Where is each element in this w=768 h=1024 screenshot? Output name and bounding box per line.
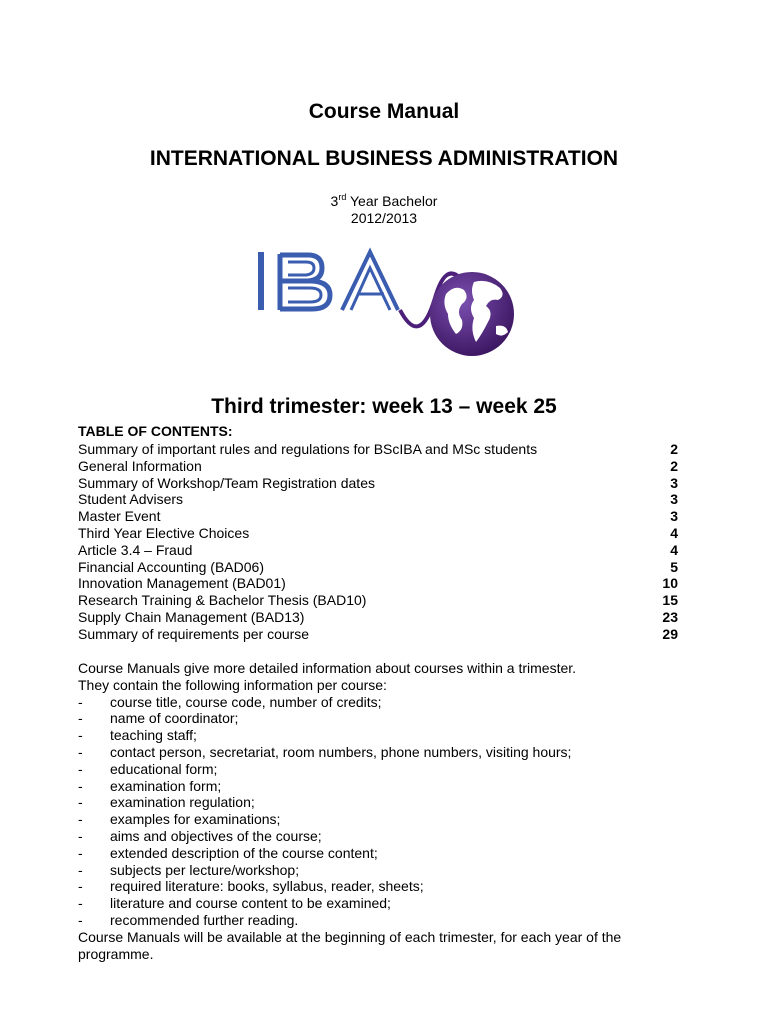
programme-title: INTERNATIONAL BUSINESS ADMINISTRATION (149, 147, 619, 170)
info-list (78, 694, 678, 929)
info-item-text: examples for examinations; (110, 811, 281, 828)
info-item-text: educational form; (110, 760, 218, 777)
info-list-item (78, 878, 678, 895)
toc-item-title: Article 3.4 – Fraud (78, 541, 193, 558)
intro-section (78, 660, 678, 962)
toc-heading: TABLE OF CONTENTS: (78, 423, 233, 439)
info-item-text: name of coordinator; (110, 710, 239, 727)
iba-logo (250, 238, 520, 360)
info-item-text: aims and objectives of the course; (110, 827, 322, 844)
info-item-text: teaching staff; (110, 727, 197, 744)
toc-item-page: 10 (662, 575, 678, 592)
dash-marker: - (78, 878, 83, 895)
toc-item (78, 575, 678, 592)
toc-item-page: 2 (670, 457, 678, 474)
year-suffix: rd (338, 192, 347, 202)
info-list-item (78, 727, 678, 744)
intro-line: They contain the following information per course: (78, 676, 387, 693)
logo-letter-i (258, 252, 264, 310)
info-item-text: examination form; (110, 777, 222, 794)
toc-item (78, 508, 678, 525)
toc-item (78, 525, 678, 542)
toc-item-title: Summary of important rules and regulations for BScIBA and MSc students (78, 441, 538, 457)
toc-item-title: Student Advisers (78, 491, 184, 508)
year-label: Year Bachelor (346, 193, 438, 209)
intro-line: Course Manuals give more detailed information about courses within a trimester. (78, 660, 577, 676)
info-list-item (78, 828, 678, 845)
toc-item (78, 458, 678, 475)
toc-item (78, 475, 678, 492)
toc-item-title: Financial Accounting (BAD06) (78, 558, 264, 575)
toc-item-page: 4 (670, 524, 678, 541)
toc-item-title: Summary of Workshop/Team Registration dates (78, 474, 375, 491)
dash-marker: - (78, 827, 83, 844)
info-list-item (78, 912, 678, 929)
toc-item-page: 2 (670, 441, 678, 457)
info-list-item (78, 845, 678, 862)
dash-marker: - (78, 895, 83, 912)
year-info (0, 193, 768, 227)
dash-marker: - (78, 777, 83, 794)
toc-item-title: Innovation Management (BAD01) (78, 575, 286, 592)
dash-marker: - (78, 710, 83, 727)
dash-marker: - (78, 844, 83, 861)
toc-item-page: 3 (670, 474, 678, 491)
info-list-item (78, 744, 678, 761)
toc-item (78, 626, 678, 643)
academic-year: 2012/2013 (350, 210, 418, 226)
info-list-item (78, 761, 678, 778)
info-item-text: required literature: books, syllabus, reader, sheets; (110, 878, 424, 895)
dash-marker: - (78, 911, 83, 928)
toc-item-page: 3 (670, 508, 678, 525)
toc-item (78, 559, 678, 576)
toc-item-title: Third Year Elective Choices (78, 524, 250, 541)
toc-item (78, 542, 678, 559)
info-list-item (78, 811, 678, 828)
toc-item-page: 23 (662, 608, 678, 625)
year-number: 3 (330, 193, 339, 209)
info-item-text: recommended further reading. (110, 911, 299, 928)
trimester-heading: Third trimester: week 13 – week 25 (211, 395, 557, 418)
year-level (0, 193, 768, 210)
toc-item-title: General Information (78, 457, 202, 474)
info-list-item (78, 895, 678, 912)
dash-marker: - (78, 727, 83, 744)
closing-paragraph: Course Manuals will be available at the beginning of each trimester, for each year of the programme. (78, 928, 622, 962)
info-list-item (78, 710, 678, 727)
info-item-text: literature and course content to be examined; (110, 895, 391, 912)
toc-item-title: Research Training & Bachelor Thesis (BAD10) (78, 592, 367, 609)
info-item-text: examination regulation; (110, 794, 255, 811)
toc-item-page: 15 (662, 592, 678, 609)
toc-item-page: 5 (670, 558, 678, 575)
toc-item-page: 29 (662, 625, 678, 642)
logo-letter-b (280, 254, 330, 310)
info-item-text: subjects per lecture/workshop; (110, 861, 300, 878)
table-of-contents (78, 441, 678, 643)
toc-item-page: 4 (670, 541, 678, 558)
toc-item-page: 3 (670, 491, 678, 508)
toc-item (78, 592, 678, 609)
dash-marker: - (78, 743, 83, 760)
toc-item (78, 441, 678, 458)
toc-item-title: Supply Chain Management (BAD13) (78, 608, 305, 625)
info-item-text: course title, course code, number of credits; (110, 693, 382, 710)
info-list-item (78, 778, 678, 795)
dash-marker: - (78, 693, 83, 710)
document-title: Course Manual (308, 100, 460, 123)
toc-item (78, 491, 678, 508)
toc-item-title: Summary of requirements per course (78, 625, 310, 642)
toc-item (78, 609, 678, 626)
info-list-item (78, 694, 678, 711)
info-list-item (78, 794, 678, 811)
toc-item-title: Master Event (78, 508, 161, 525)
info-item-text: extended description of the course content; (110, 844, 378, 861)
dash-marker: - (78, 861, 83, 878)
info-item-text: contact person, secretariat, room numbers, phone numbers, visiting hours; (110, 743, 572, 760)
globe-icon (430, 272, 514, 356)
logo-letter-a (342, 252, 398, 310)
dash-marker: - (78, 760, 83, 777)
dash-marker: - (78, 811, 83, 828)
info-list-item (78, 862, 678, 879)
dash-marker: - (78, 794, 83, 811)
